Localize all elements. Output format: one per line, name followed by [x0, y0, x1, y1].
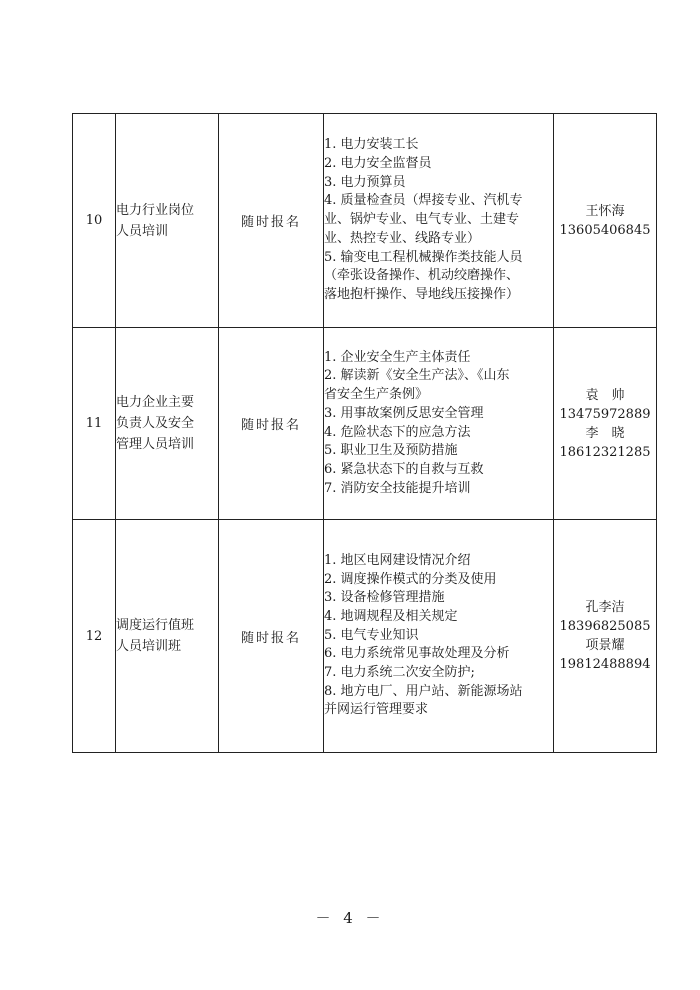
- content-line: 2. 电力安全监督员: [324, 156, 432, 172]
- contact-info: [554, 520, 657, 753]
- course-name-line: 管理人员培训: [116, 437, 195, 452]
- content-line: 1. 企业安全生产主体责任: [324, 349, 471, 365]
- enrollment-time: 随时报名: [219, 328, 324, 520]
- content-line: 5. 电气专业知识: [324, 627, 419, 643]
- content-line: 4. 质量检查员（焊接专业、汽机专: [324, 193, 523, 209]
- training-course-table: [72, 113, 657, 753]
- content-line: 4. 危险状态下的应急方法: [324, 424, 471, 440]
- content-line: 4. 地调规程及相关规定: [324, 608, 458, 624]
- contact-info: [554, 328, 657, 520]
- content-line: 2. 解读新《安全生产法》、《山东: [324, 368, 510, 384]
- content-line: 6. 紧急状态下的自救与互救: [324, 461, 484, 477]
- content-line: 3. 电力预算员: [324, 174, 406, 190]
- course-name-line: 负责人及安全: [116, 416, 195, 431]
- contact-name: 孔李洁: [585, 600, 625, 615]
- course-name: [116, 328, 219, 520]
- content-line: 并网运行管理要求: [324, 702, 429, 718]
- content-line: 7. 消防安全技能提升培训: [324, 480, 471, 496]
- content-line: 8. 地方电厂、用户站、新能源场站: [324, 683, 523, 699]
- content-line: （牵张设备操作、机动绞磨操作、: [324, 268, 520, 284]
- course-name: [116, 114, 219, 328]
- contact-phone: 19812488894: [559, 657, 651, 672]
- contact-phone: 18612321285: [559, 444, 651, 460]
- contact-phone: 13605406845: [559, 222, 651, 238]
- course-name-line: 调度运行值班: [116, 618, 195, 633]
- row-number: 12: [73, 520, 116, 753]
- course-name-line: 电力企业主要: [116, 395, 195, 410]
- course-name-line: 人员培训: [116, 223, 169, 239]
- contact-phone: 13475972889: [559, 406, 651, 422]
- contact-name: 项景耀: [585, 638, 625, 653]
- course-content: [324, 520, 554, 753]
- contact-name: 王怀海: [585, 203, 625, 219]
- course-name-line: 电力行业岗位: [116, 202, 195, 218]
- enrollment-time: 随时报名: [219, 520, 324, 753]
- course-name: [116, 520, 219, 753]
- content-line: 落地抱杆操作、导地线压接操作）: [324, 286, 520, 302]
- content-line: 7. 电力系统二次安全防护;: [324, 665, 475, 681]
- content-line: 1. 电力安装工长: [324, 137, 419, 153]
- content-line: 省安全生产条例》: [324, 387, 429, 403]
- page-number: － 4 －: [315, 909, 385, 927]
- content-line: 2. 调度操作模式的分类及使用: [324, 571, 497, 587]
- content-line: 6. 电力系统常见事故处理及分析: [324, 646, 510, 662]
- contact-name: 李 晓: [585, 425, 625, 441]
- contact-name: 袁 帅: [585, 387, 625, 403]
- content-line: 业、热控专业、线路专业）: [324, 230, 481, 246]
- table-row: [73, 114, 657, 328]
- row-number: 11: [73, 328, 116, 520]
- table-row: [73, 328, 657, 520]
- content-line: 业、锅炉专业、电气专业、土建专: [324, 212, 520, 228]
- content-line: 5. 职业卫生及预防措施: [324, 443, 458, 459]
- content-line: 3. 用事故案例反思安全管理: [324, 405, 484, 421]
- table-row: [73, 520, 657, 753]
- content-line: 5. 输变电工程机械操作类技能人员: [324, 249, 523, 265]
- course-content: [324, 328, 554, 520]
- course-content: [324, 114, 554, 328]
- row-number: 10: [73, 114, 116, 328]
- contact-phone: 18396825085: [559, 619, 651, 634]
- contact-info: [554, 114, 657, 328]
- enrollment-time: 随时报名: [219, 114, 324, 328]
- content-line: 3. 设备检修管理措施: [324, 590, 445, 606]
- course-name-line: 人员培训班: [116, 639, 182, 654]
- content-line: 1. 地区电网建设情况介绍: [324, 552, 471, 568]
